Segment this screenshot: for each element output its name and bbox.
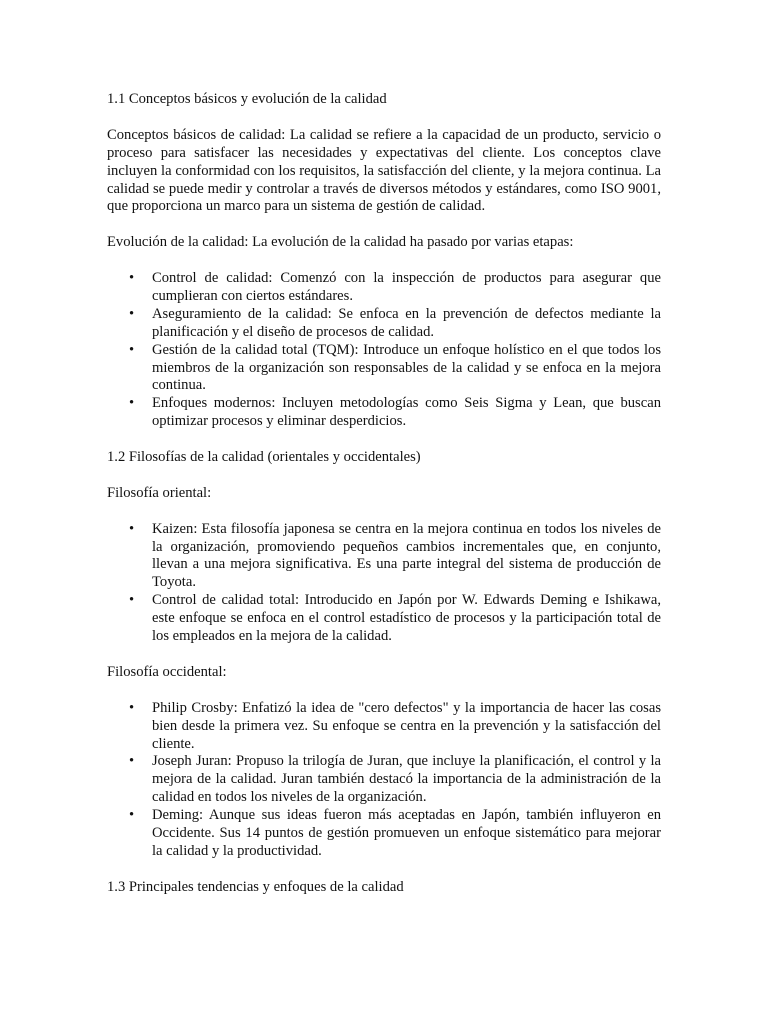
list-item	[107, 807, 661, 861]
oriental-philosophy-label: Filosofía oriental:	[107, 484, 212, 501]
list-item-text: Enfoques modernos: Incluyen metodologías como Seis Sigma y Lean, que buscan optimizar procesos y eliminar desperdicios.	[152, 395, 661, 430]
list-item	[107, 395, 661, 431]
bullet-icon: •	[129, 807, 135, 824]
list-item-text: Deming: Aunque sus ideas fueron más aceptadas en Japón, también influyeron en Occidente. Sus 14 puntos de gestión promueven un enfoque sistemático para mejorar la calidad y la productividad.	[152, 807, 661, 859]
list-item	[107, 306, 661, 342]
list-item	[107, 521, 661, 593]
bullet-icon: •	[129, 592, 135, 609]
list-item	[107, 753, 661, 807]
list-item-text: Joseph Juran: Propuso la trilogía de Juran, que incluye la planificación, el control y la mejora de la calidad. Juran también destacó la importancia de la administración de la calidad en todos los niveles de la organización.	[152, 753, 661, 806]
basic-concepts-paragraph: Conceptos básicos de calidad: La calidad se refiere a la capacidad de un producto, servicio o proceso para satisfacer las necesidades y expectativas del cliente. Los conceptos clave incluyen la conformidad con los requisitos, la satisfacción del cliente, y la mejora continua. La calidad se puede medir y controlar a través de diversos métodos y estándares, como ISO 9001, que proporciona un marco para un sistema de gestión de calidad.	[107, 126, 661, 215]
evolution-list	[107, 270, 661, 431]
list-item-text: Gestión de la calidad total (TQM): Introduce un enfoque holístico en el que todos los miembros de la organización son responsables de la calidad y se enfoca en la mejora continua.	[152, 341, 661, 394]
bullet-icon: •	[129, 395, 135, 412]
list-item-text: Kaizen: Esta filosofía japonesa se centra en la mejora continua en todos los niveles de la organización, promoviendo pequeños cambios incrementales que, en conjunto, llevan a una mejora significativa. Es una parte integral del sistema de producción de Toyota.	[152, 520, 661, 591]
bullet-icon: •	[129, 305, 135, 322]
list-item	[107, 700, 661, 754]
occidental-philosophy-label: Filosofía occidental:	[107, 663, 227, 680]
section-1-heading: 1.1 Conceptos básicos y evolución de la calidad	[107, 91, 387, 107]
section-3-heading: 1.3 Principales tendencias y enfoques de la calidad	[107, 878, 404, 895]
list-item-text: Control de calidad: Comenzó con la inspección de productos para asegurar que cumplieran con ciertos estándares.	[152, 270, 661, 304]
oriental-list	[107, 521, 661, 646]
bullet-icon: •	[129, 270, 135, 287]
list-item-text: Control de calidad total: Introducido en Japón por W. Edwards Deming e Ishikawa, este enfoque se enfoca en el control estadístico de procesos y la participación total de los empleados en la mejora de la calidad.	[152, 592, 661, 645]
bullet-icon: •	[129, 341, 135, 358]
list-item	[107, 270, 661, 306]
list-item	[107, 592, 661, 646]
list-item-text: Aseguramiento de la calidad: Se enfoca en la prevención de defectos mediante la planificación y el diseño de procesos de calidad.	[152, 305, 661, 340]
list-item	[107, 342, 661, 396]
section-2-heading: 1.2 Filosofías de la calidad (orientales y occidentales)	[107, 449, 421, 466]
list-item-text: Philip Crosby: Enfatizó la idea de "cero defectos" y la importancia de hacer las cosas bien desde la primera vez. Su enfoque se centra en la prevención y la satisfacción del cliente.	[152, 699, 661, 752]
evolution-paragraph: Evolución de la calidad: La evolución de la calidad ha pasado por varias etapas:	[107, 234, 574, 251]
bullet-icon: •	[129, 753, 135, 770]
bullet-icon: •	[129, 699, 135, 716]
bullet-icon: •	[129, 520, 135, 537]
occidental-list	[107, 700, 661, 861]
